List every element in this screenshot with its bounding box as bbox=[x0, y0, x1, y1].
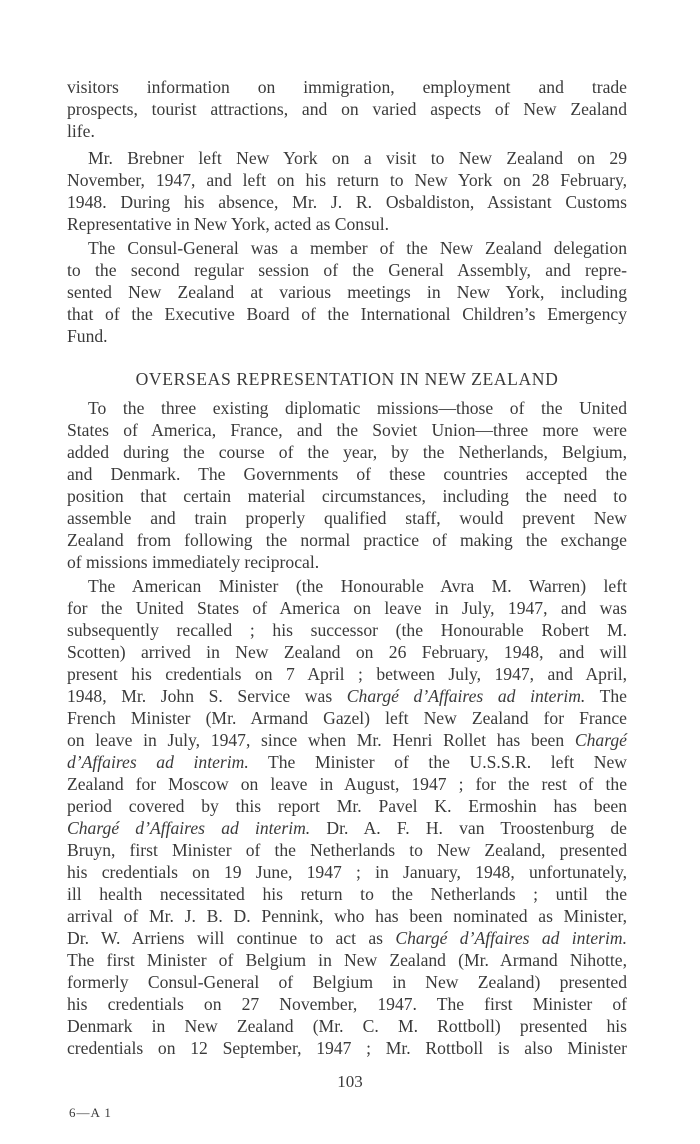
text-line: added during the course of the year, by the Netherlands, Belgium, bbox=[67, 442, 627, 462]
italic-text: Chargé d’Affaires ad interim. bbox=[346, 686, 586, 706]
text-line: Representative in New York, acted as Consul. bbox=[67, 214, 390, 234]
text-run: The Minister of the U.S.S.R. left New bbox=[248, 752, 627, 772]
text-line bbox=[67, 751, 627, 773]
italic-text: Chargé bbox=[574, 730, 627, 750]
text-run: Dr. A. F. H. van Troostenburg de bbox=[310, 818, 627, 838]
text-line: for the United States of America on leave in July, 1947, and was bbox=[67, 598, 627, 618]
text-line: life. bbox=[67, 121, 95, 141]
italic-text: Chargé d’Affaires ad interim. bbox=[67, 818, 311, 838]
text-line: Fund. bbox=[67, 326, 108, 346]
text-run: on leave in July, 1947, since when Mr. Henri Rollet has been bbox=[67, 730, 575, 750]
text-line bbox=[67, 685, 627, 707]
signature-mark: 6—A 1 bbox=[69, 1105, 112, 1120]
text-line: position that certain material circumstances, including the need to bbox=[67, 486, 627, 506]
text-line: Zealand for Moscow on leave in August, 1947 ; for the rest of the bbox=[67, 774, 627, 794]
text-line: To the three existing diplomatic missions—those of the United bbox=[88, 398, 627, 418]
text-line: visitors information on immigration, employment and trade bbox=[67, 77, 627, 97]
text-run: 1948, Mr. John S. Service was bbox=[67, 686, 347, 706]
text-line: Zealand from following the normal practice of making the exchange bbox=[67, 530, 627, 550]
text-line: ill health necessitated his return to the Netherlands ; until the bbox=[67, 884, 627, 904]
text-line: The first Minister of Belgium in New Zealand (Mr. Armand Nihotte, bbox=[67, 950, 627, 970]
text-line: Mr. Brebner left New York on a visit to New Zealand on 29 bbox=[88, 148, 627, 168]
text-line bbox=[67, 817, 627, 839]
text-line: sented New Zealand at various meetings in New York, including bbox=[67, 282, 627, 302]
text-run: Dr. W. Arriens will continue to act as bbox=[67, 928, 396, 948]
text-line: his credentials on 19 June, 1947 ; in January, 1948, unfortunately, bbox=[67, 862, 627, 882]
text-line bbox=[67, 729, 627, 751]
text-line: formerly Consul-General of Belgium in New Zealand) presented bbox=[67, 972, 627, 992]
text-line: The Consul-General was a member of the New Zealand delegation bbox=[88, 238, 627, 258]
text-line: States of America, France, and the Soviet Union—three more were bbox=[67, 420, 627, 440]
text-line: Scotten) arrived in New Zealand on 26 February, 1948, and will bbox=[67, 642, 627, 662]
page-number: 103 bbox=[337, 1072, 363, 1091]
text-line: period covered by this report Mr. Pavel K. Ermoshin has been bbox=[67, 796, 627, 816]
text-line: present his credentials on 7 April ; between July, 1947, and April, bbox=[67, 664, 627, 684]
text-line: prospects, tourist attractions, and on varied aspects of New Zealand bbox=[67, 99, 627, 119]
text-line bbox=[67, 927, 627, 949]
text-line: Denmark in New Zealand (Mr. C. M. Rottboll) presented his bbox=[67, 1016, 627, 1036]
text-line: Bruyn, first Minister of the Netherlands to New Zealand, presented bbox=[67, 840, 627, 860]
text-line: assemble and train properly qualified staff, would prevent New bbox=[67, 508, 627, 528]
text-line: that of the Executive Board of the International Children’s Emergency bbox=[67, 304, 627, 324]
text-line: French Minister (Mr. Armand Gazel) left New Zealand for France bbox=[67, 708, 627, 728]
text-line: November, 1947, and left on his return to New York on 28 February, bbox=[67, 170, 627, 190]
text-line: subsequently recalled ; his successor (the Honourable Robert M. bbox=[67, 620, 627, 640]
text-line: 1948. During his absence, Mr. J. R. Osbaldiston, Assistant Customs bbox=[67, 192, 627, 212]
section-heading: OVERSEAS REPRESENTATION IN NEW ZEALAND bbox=[135, 369, 559, 389]
text-line: to the second regular session of the General Assembly, and repre- bbox=[67, 260, 627, 280]
italic-text: Chargé d’Affaires ad interim. bbox=[395, 928, 628, 948]
text-line: arrival of Mr. J. B. D. Pennink, who has been nominated as Minister, bbox=[67, 906, 627, 926]
text-line: credentials on 12 September, 1947 ; Mr. Rottboll is also Minister bbox=[67, 1038, 627, 1058]
text-line: his credentials on 27 November, 1947. The first Minister of bbox=[67, 994, 627, 1014]
text-run: The bbox=[585, 686, 627, 706]
text-line: of missions immediately reciprocal. bbox=[67, 552, 320, 572]
italic-text: d’Affaires ad interim. bbox=[67, 752, 249, 772]
text-line: and Denmark. The Governments of these countries accepted the bbox=[67, 464, 627, 484]
text-line: The American Minister (the Honourable Avra M. Warren) left bbox=[88, 576, 627, 596]
